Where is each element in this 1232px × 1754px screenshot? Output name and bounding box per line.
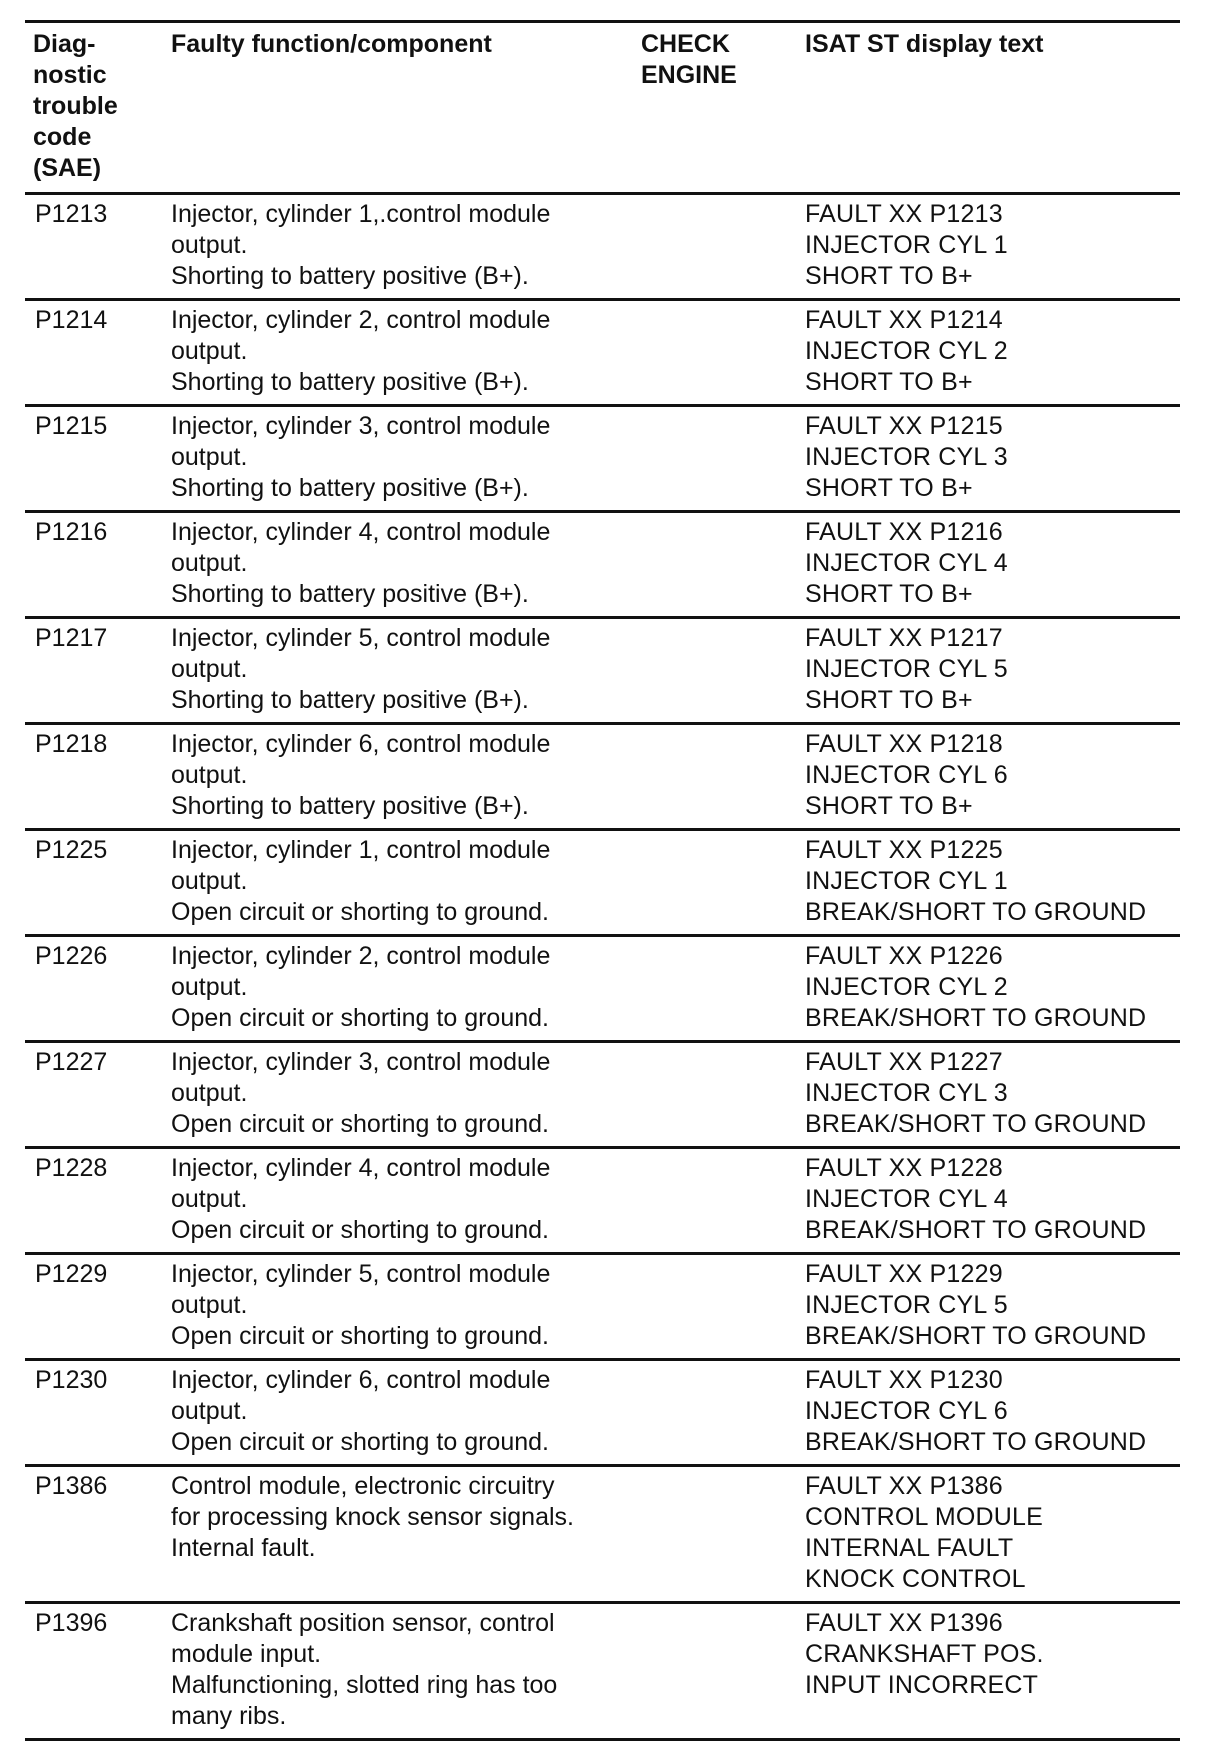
function-line: output.: [171, 973, 248, 1001]
function-line: Injector, cylinder 5, control module: [171, 624, 551, 652]
isat-display-text-cell: [797, 1603, 1180, 1740]
function-line: Injector, cylinder 6, control module: [171, 1366, 551, 1394]
function-line: Injector, cylinder 3, control module: [171, 1048, 551, 1076]
faulty-function-cell: [163, 406, 633, 512]
function-line: output.: [171, 231, 248, 259]
check-engine-cell: [633, 1148, 797, 1254]
isat-line: INJECTOR CYL 1: [805, 867, 1008, 895]
faulty-function-cell: [163, 618, 633, 724]
dtc-code-cell: P1227: [25, 1042, 163, 1148]
function-line: Injector, cylinder 2, control module: [171, 942, 551, 970]
isat-line: FAULT XX P1216: [805, 518, 1003, 546]
dtc-code-cell: P1226: [25, 936, 163, 1042]
function-line: output.: [171, 1185, 248, 1213]
function-line: output.: [171, 443, 248, 471]
header-code-line: trouble: [33, 92, 118, 120]
isat-line: FAULT XX P1229: [805, 1260, 1003, 1288]
isat-line: INJECTOR CYL 3: [805, 1079, 1008, 1107]
faulty-function-cell: [163, 512, 633, 618]
faulty-function-cell: [163, 936, 633, 1042]
table-row: [25, 1466, 1180, 1603]
function-line: Shorting to battery positive (B+).: [171, 262, 529, 290]
isat-line: SHORT TO B+: [805, 580, 973, 608]
header-isat: ISAT ST display text: [797, 22, 1180, 194]
function-line: Shorting to battery positive (B+).: [171, 474, 529, 502]
check-engine-cell: [633, 1360, 797, 1466]
isat-display-text-cell: [797, 724, 1180, 830]
table-row: [25, 194, 1180, 300]
function-line: Internal fault.: [171, 1534, 316, 1562]
check-engine-cell: [633, 406, 797, 512]
function-line: Injector, cylinder 2, control module: [171, 306, 551, 334]
dtc-code-cell: P1216: [25, 512, 163, 618]
isat-line: FAULT XX P1386: [805, 1472, 1003, 1500]
faulty-function-cell: [163, 724, 633, 830]
faulty-function-cell: [163, 1603, 633, 1740]
function-line: Shorting to battery positive (B+).: [171, 792, 529, 820]
table-row: [25, 618, 1180, 724]
isat-display-text-cell: [797, 194, 1180, 300]
faulty-function-cell: [163, 1042, 633, 1148]
function-line: Shorting to battery positive (B+).: [171, 580, 529, 608]
isat-display-text-cell: [797, 1466, 1180, 1603]
isat-line: SHORT TO B+: [805, 686, 973, 714]
isat-line: INJECTOR CYL 3: [805, 443, 1008, 471]
table-row: [25, 724, 1180, 830]
isat-line: CONTROL MODULE: [805, 1503, 1044, 1531]
faulty-function-cell: [163, 1360, 633, 1466]
isat-line: FAULT XX P1230: [805, 1366, 1003, 1394]
dtc-code-cell: P1386: [25, 1466, 163, 1603]
table-row: [25, 1603, 1180, 1740]
function-line: output.: [171, 655, 248, 683]
isat-line: SHORT TO B+: [805, 262, 973, 290]
table-row: [25, 1148, 1180, 1254]
function-line: Injector, cylinder 5, control module: [171, 1260, 551, 1288]
function-line: Crankshaft position sensor, control: [171, 1609, 555, 1637]
isat-display-text-cell: [797, 1042, 1180, 1148]
isat-display-text-cell: [797, 1360, 1180, 1466]
isat-line: BREAK/SHORT TO GROUND: [805, 1428, 1147, 1456]
table-row: [25, 1360, 1180, 1466]
function-line: for processing knock sensor signals.: [171, 1503, 574, 1531]
isat-line: FAULT XX P1217: [805, 624, 1003, 652]
isat-line: SHORT TO B+: [805, 474, 973, 502]
check-engine-cell: [633, 194, 797, 300]
table-row: [25, 406, 1180, 512]
isat-display-text-cell: [797, 512, 1180, 618]
dtc-code-cell: P1225: [25, 830, 163, 936]
isat-display-text-cell: [797, 830, 1180, 936]
dtc-code-cell: P1218: [25, 724, 163, 830]
function-line: Open circuit or shorting to ground.: [171, 1004, 549, 1032]
isat-line: INJECTOR CYL 2: [805, 337, 1008, 365]
header-code-line: Diag-: [33, 30, 96, 58]
isat-line: FAULT XX P1226: [805, 942, 1003, 970]
isat-display-text-cell: [797, 936, 1180, 1042]
function-line: output.: [171, 761, 248, 789]
isat-display-text-cell: [797, 300, 1180, 406]
function-line: Injector, cylinder 4, control module: [171, 518, 551, 546]
isat-display-text-cell: [797, 1254, 1180, 1360]
table-row: [25, 300, 1180, 406]
isat-line: INTERNAL FAULT: [805, 1534, 1014, 1562]
isat-line: SHORT TO B+: [805, 368, 973, 396]
isat-line: FAULT XX P1218: [805, 730, 1003, 758]
isat-line: FAULT XX P1228: [805, 1154, 1003, 1182]
function-line: Injector, cylinder 1, control module: [171, 836, 551, 864]
function-line: many ribs.: [171, 1702, 287, 1730]
check-engine-cell: [633, 300, 797, 406]
faulty-function-cell: [163, 1148, 633, 1254]
faulty-function-cell: [163, 1254, 633, 1360]
function-line: output.: [171, 1397, 248, 1425]
function-line: Malfunctioning, slotted ring has too: [171, 1671, 558, 1699]
header-code: [25, 22, 163, 194]
faulty-function-cell: [163, 300, 633, 406]
dtc-code-cell: P1228: [25, 1148, 163, 1254]
function-line: Injector, cylinder 1,.control module: [171, 200, 551, 228]
check-engine-cell: [633, 1603, 797, 1740]
function-line: Open circuit or shorting to ground.: [171, 1216, 549, 1244]
function-line: Injector, cylinder 4, control module: [171, 1154, 551, 1182]
isat-display-text-cell: [797, 1148, 1180, 1254]
isat-line: BREAK/SHORT TO GROUND: [805, 1004, 1147, 1032]
function-line: Open circuit or shorting to ground.: [171, 898, 549, 926]
isat-line: FAULT XX P1225: [805, 836, 1003, 864]
header-code-line: nostic: [33, 61, 107, 89]
dtc-code-cell: P1217: [25, 618, 163, 724]
isat-line: BREAK/SHORT TO GROUND: [805, 1110, 1147, 1138]
header-code-line: (SAE): [33, 154, 102, 182]
function-line: Shorting to battery positive (B+).: [171, 368, 529, 396]
check-engine-cell: [633, 618, 797, 724]
isat-line: INJECTOR CYL 1: [805, 231, 1008, 259]
header-function: Faulty function/component: [163, 22, 633, 194]
function-line: output.: [171, 867, 248, 895]
check-engine-cell: [633, 1466, 797, 1603]
table-row: [25, 512, 1180, 618]
function-line: module input.: [171, 1640, 322, 1668]
dtc-code-cell: P1213: [25, 194, 163, 300]
function-line: Open circuit or shorting to ground.: [171, 1428, 549, 1456]
isat-line: INJECTOR CYL 5: [805, 655, 1008, 683]
check-engine-cell: [633, 936, 797, 1042]
isat-line: INPUT INCORRECT: [805, 1671, 1039, 1699]
function-line: output.: [171, 1291, 248, 1319]
function-line: Shorting to battery positive (B+).: [171, 686, 529, 714]
check-engine-cell: [633, 512, 797, 618]
document-page: [25, 20, 1180, 1741]
function-line: Injector, cylinder 6, control module: [171, 730, 551, 758]
header-check-engine: [633, 22, 797, 194]
function-line: output.: [171, 1079, 248, 1107]
table-body: [25, 194, 1180, 1740]
faulty-function-cell: [163, 194, 633, 300]
diagnostic-trouble-code-table: [25, 20, 1180, 1741]
header-check-line: ENGINE: [641, 61, 737, 89]
isat-line: CRANKSHAFT POS.: [805, 1640, 1044, 1668]
dtc-code-cell: P1215: [25, 406, 163, 512]
isat-line: INJECTOR CYL 4: [805, 549, 1008, 577]
check-engine-cell: [633, 724, 797, 830]
isat-line: INJECTOR CYL 6: [805, 1397, 1008, 1425]
check-engine-cell: [633, 1042, 797, 1148]
isat-line: FAULT XX P1214: [805, 306, 1003, 334]
faulty-function-cell: [163, 830, 633, 936]
isat-display-text-cell: [797, 406, 1180, 512]
isat-line: INJECTOR CYL 6: [805, 761, 1008, 789]
table-row: [25, 830, 1180, 936]
function-line: Control module, electronic circuitry: [171, 1472, 555, 1500]
header-code-line: code: [33, 123, 92, 151]
isat-line: FAULT XX P1215: [805, 412, 1003, 440]
dtc-code-cell: P1230: [25, 1360, 163, 1466]
isat-line: FAULT XX P1213: [805, 200, 1003, 228]
table-row: [25, 1254, 1180, 1360]
dtc-code-cell: P1229: [25, 1254, 163, 1360]
check-engine-cell: [633, 1254, 797, 1360]
isat-line: BREAK/SHORT TO GROUND: [805, 1322, 1147, 1350]
isat-line: BREAK/SHORT TO GROUND: [805, 1216, 1147, 1244]
dtc-code-cell: P1396: [25, 1603, 163, 1740]
function-line: output.: [171, 337, 248, 365]
isat-display-text-cell: [797, 618, 1180, 724]
isat-line: INJECTOR CYL 5: [805, 1291, 1008, 1319]
function-line: output.: [171, 549, 248, 577]
isat-line: FAULT XX P1227: [805, 1048, 1003, 1076]
function-line: Open circuit or shorting to ground.: [171, 1110, 549, 1138]
isat-line: BREAK/SHORT TO GROUND: [805, 898, 1147, 926]
faulty-function-cell: [163, 1466, 633, 1603]
isat-line: INJECTOR CYL 2: [805, 973, 1008, 1001]
check-engine-cell: [633, 830, 797, 936]
isat-line: INJECTOR CYL 4: [805, 1185, 1008, 1213]
table-row: [25, 936, 1180, 1042]
header-check-line: CHECK: [641, 30, 730, 58]
isat-line: KNOCK CONTROL: [805, 1565, 1026, 1593]
isat-line: SHORT TO B+: [805, 792, 973, 820]
table-header: [25, 22, 1180, 194]
table-row: [25, 1042, 1180, 1148]
function-line: Open circuit or shorting to ground.: [171, 1322, 549, 1350]
function-line: Injector, cylinder 3, control module: [171, 412, 551, 440]
dtc-code-cell: P1214: [25, 300, 163, 406]
isat-line: FAULT XX P1396: [805, 1609, 1003, 1637]
header-row: [25, 22, 1180, 194]
